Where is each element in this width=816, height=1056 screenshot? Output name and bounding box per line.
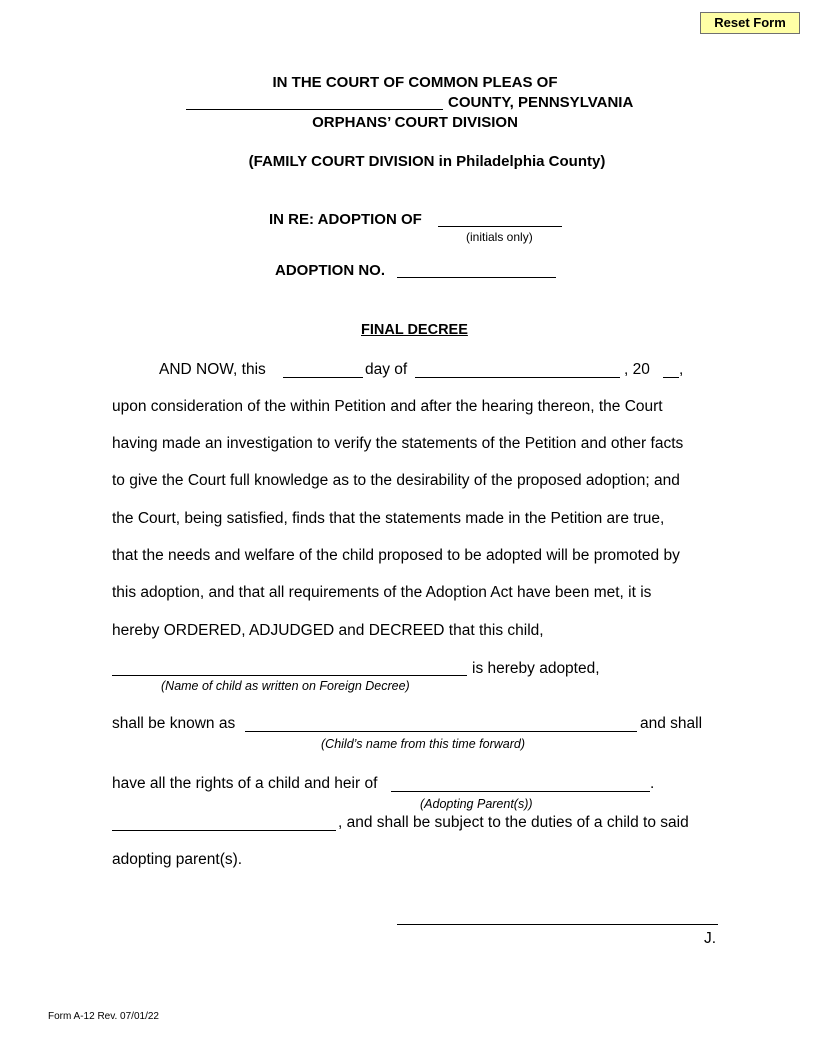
- duties-text: , and shall be subject to the duties of a child to said: [338, 814, 689, 831]
- comma: ,: [679, 361, 684, 378]
- year-prefix-text: , 20: [624, 361, 650, 378]
- and-now-text: AND NOW, this: [159, 361, 266, 378]
- reset-form-button[interactable]: Reset Form: [700, 12, 800, 34]
- decree-line: that the needs and welfare of the child proposed to be adopted will be promoted by: [112, 547, 680, 564]
- adoption-no-field[interactable]: [397, 277, 556, 278]
- county-field[interactable]: [186, 109, 443, 110]
- judge-signature-line[interactable]: [397, 924, 718, 925]
- adopting-parent-field-2[interactable]: [112, 830, 336, 831]
- decree-line: to give the Court full knowledge as to the desirability of the proposed adoption; and: [112, 472, 680, 489]
- hereby-adopted-text: is hereby adopted,: [472, 660, 600, 677]
- decree-line: hereby ORDERED, ADJUDGED and DECREED that this child,: [112, 622, 544, 639]
- adopting-parent-hint: (Adopting Parent(s)): [420, 797, 533, 811]
- new-name-field[interactable]: [245, 731, 637, 732]
- adopting-parents-text: adopting parent(s).: [112, 851, 243, 868]
- decree-line: upon consideration of the within Petition and after the hearing thereon, the Court: [112, 398, 663, 415]
- foreign-name-field[interactable]: [112, 675, 467, 676]
- form-id: Form A-12 Rev. 07/01/22: [48, 1011, 159, 1022]
- initials-hint: (initials only): [466, 230, 533, 244]
- decree-line: having made an investigation to verify the statements of the Petition and other facts: [112, 435, 684, 452]
- initials-field[interactable]: [438, 226, 562, 227]
- and-shall-text: and shall: [640, 715, 703, 732]
- month-field[interactable]: [415, 377, 620, 378]
- new-name-hint: (Child’s name from this time forward): [321, 737, 525, 751]
- court-title: IN THE COURT OF COMMON PLEAS OF: [272, 74, 558, 91]
- period: .: [650, 775, 655, 792]
- family-division-note: (FAMILY COURT DIVISION in Philadelphia County): [248, 153, 606, 170]
- decree-line: the Court, being satisfied, finds that the statements made in the Petition are true,: [112, 510, 665, 527]
- foreign-name-hint: (Name of child as written on Foreign Decree): [161, 679, 410, 693]
- decree-title: FINAL DECREE: [361, 322, 468, 338]
- judge-suffix: J.: [704, 930, 717, 947]
- adoption-no-label: ADOPTION NO.: [275, 262, 386, 279]
- adopting-parent-field-1[interactable]: [391, 791, 650, 792]
- rights-heir-text: have all the rights of a child and heir of: [112, 775, 378, 792]
- in-re-label: IN RE: ADOPTION OF: [269, 211, 422, 228]
- division-title: ORPHANS’ COURT DIVISION: [312, 114, 518, 131]
- known-as-text: shall be known as: [112, 715, 236, 732]
- day-of-text: day of: [365, 361, 408, 378]
- year-field[interactable]: [663, 377, 679, 378]
- county-label: COUNTY, PENNSYLVANIA: [448, 94, 634, 111]
- decree-line: this adoption, and that all requirements of the Adoption Act have been met, it is: [112, 584, 652, 601]
- day-field[interactable]: [283, 377, 363, 378]
